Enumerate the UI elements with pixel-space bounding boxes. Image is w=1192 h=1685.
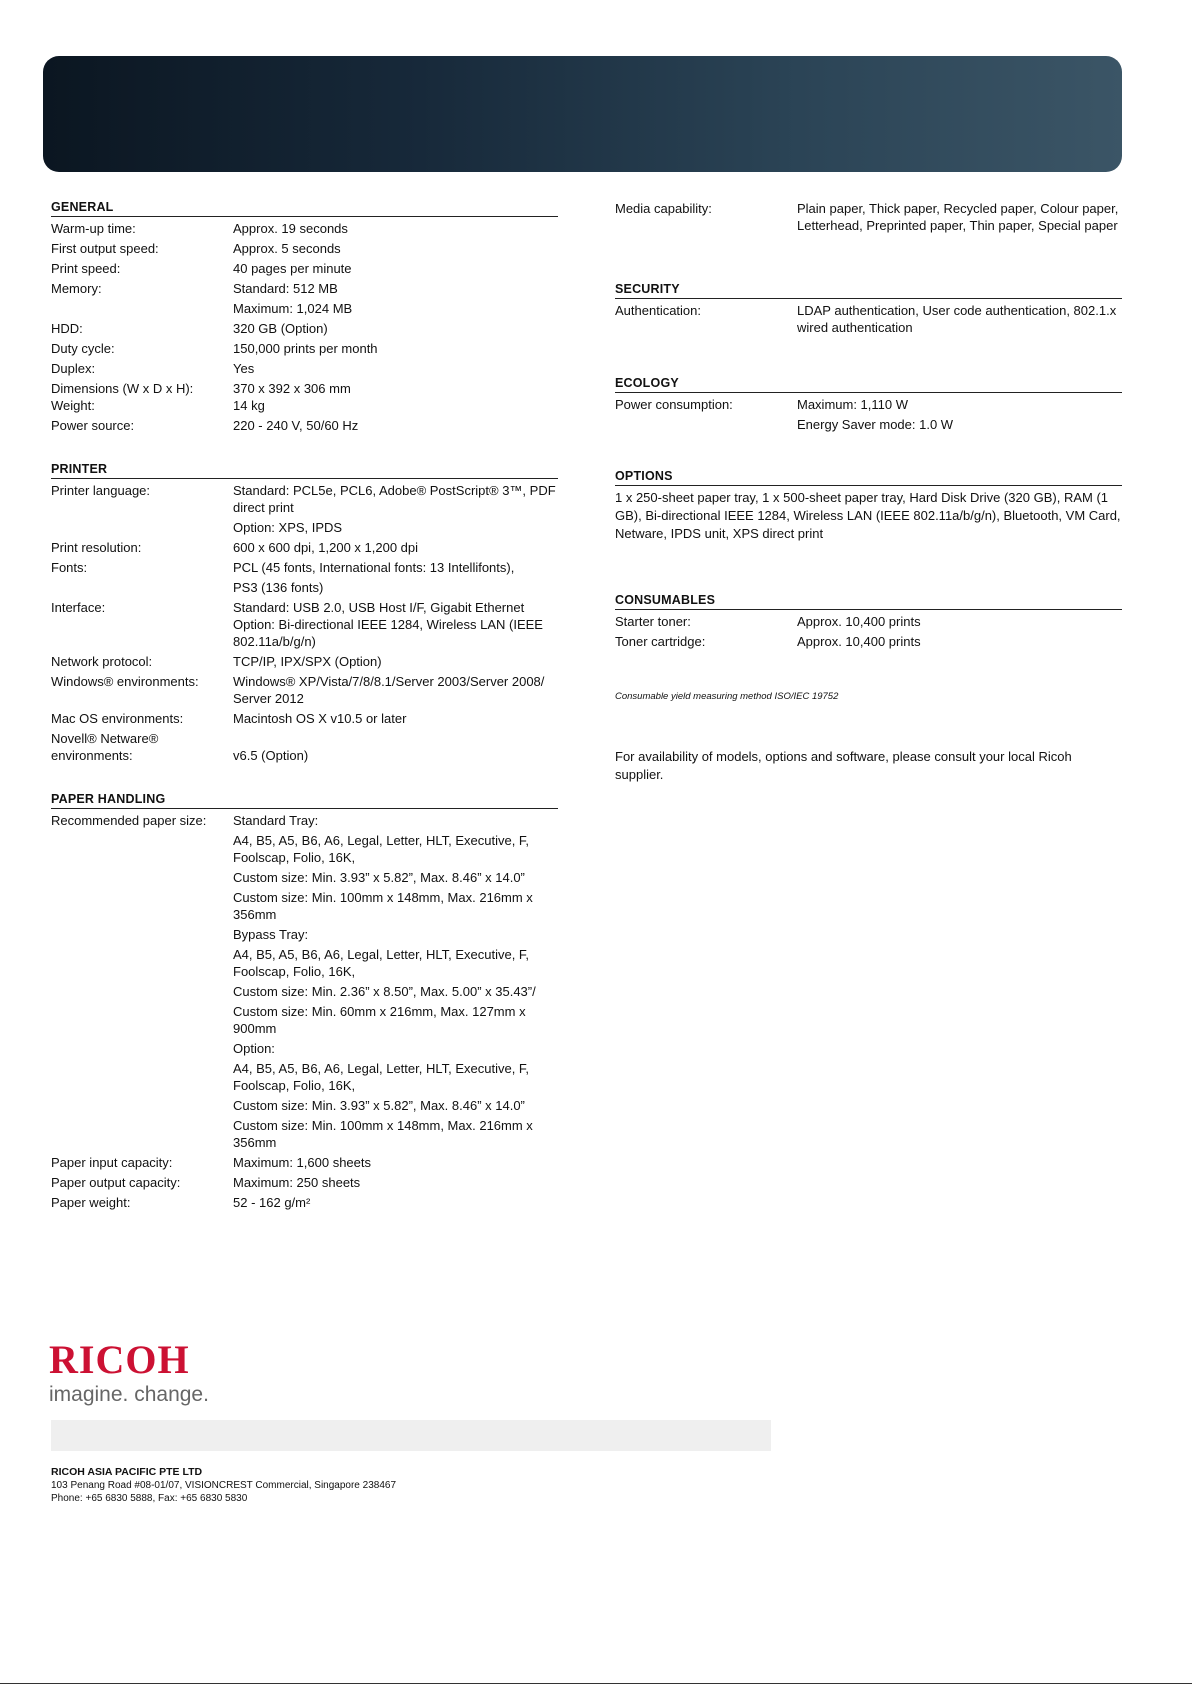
logo-tagline: imagine. change. bbox=[49, 1383, 209, 1406]
spec-row bbox=[615, 396, 1122, 433]
spec-label: Printer language: bbox=[51, 483, 151, 498]
spec-label: Print speed: bbox=[51, 261, 121, 276]
spec-value: v6.5 (Option) bbox=[233, 748, 309, 763]
spec-value: 220 - 240 V, 50/60 Hz bbox=[233, 418, 359, 433]
spec-value: Macintosh OS X v10.5 or later bbox=[233, 711, 407, 726]
spec-value: Plain paper, Thick paper, Recycled paper, Colour paper, Letterhead, Preprinted paper, Thin paper, Special paper bbox=[797, 201, 1119, 233]
spec-label: Starter toner: bbox=[615, 614, 691, 629]
spec-label: Paper input capacity: bbox=[51, 1155, 173, 1170]
spec-row bbox=[51, 360, 558, 377]
spec-row bbox=[51, 673, 558, 707]
spec-row bbox=[51, 1154, 558, 1171]
spec-label: Media capability: bbox=[615, 201, 712, 216]
spec-row bbox=[51, 380, 558, 397]
company-address bbox=[51, 1466, 396, 1505]
spec-value: Yes bbox=[233, 361, 255, 376]
address-line: 103 Penang Road #08-01/07, VISIONCREST Commercial, Singapore 238467 bbox=[51, 1480, 397, 1491]
availability-text: For availability of models, options and software, please consult your local Ricoh supplier. bbox=[615, 749, 1072, 782]
header-banner bbox=[43, 56, 1122, 172]
spec-value: Standard: USB 2.0, USB Host I/F, Gigabit Ethernet Option: Bi-directional IEEE 1284, Wireless LAN (IEEE 802.11a/b/g/n) bbox=[233, 600, 543, 649]
spec-label: Memory: bbox=[51, 281, 102, 296]
spec-value: Custom size: Min. 100mm x 148mm, Max. 216mm x 356mm bbox=[233, 1118, 533, 1150]
spec-value: A4, B5, A5, B6, A6, Legal, Letter, HLT, Executive, F, Foolscap, Folio, 16K, bbox=[233, 1061, 530, 1093]
spec-value: 52 - 162 g/m² bbox=[233, 1195, 311, 1210]
spec-value: Standard: 512 MB bbox=[233, 281, 338, 296]
section-heading: PAPER HANDLING bbox=[51, 792, 558, 809]
right-column bbox=[615, 200, 1122, 784]
spec-value: Custom size: Min. 3.93” x 5.82”, Max. 8.46” x 14.0” bbox=[233, 1098, 525, 1113]
spec-value: A4, B5, A5, B6, A6, Legal, Letter, HLT, Executive, F, Foolscap, Folio, 16K, bbox=[233, 947, 530, 979]
spec-value: TCP/IP, IPX/SPX (Option) bbox=[233, 654, 382, 669]
section-heading: SECURITY bbox=[615, 282, 1122, 299]
general-section bbox=[51, 200, 558, 434]
spec-value: Custom size: Min. 100mm x 148mm, Max. 216mm x 356mm bbox=[233, 890, 533, 922]
media-capability-row bbox=[615, 200, 1122, 234]
printer-section bbox=[51, 462, 558, 764]
section-heading: PRINTER bbox=[51, 462, 558, 479]
company-name: RICOH ASIA PACIFIC PTE LTD bbox=[51, 1466, 203, 1478]
spec-label: Power consumption: bbox=[615, 397, 733, 412]
spec-label: Warm-up time: bbox=[51, 221, 136, 236]
spec-value: Custom size: Min. 3.93” x 5.82”, Max. 8.46” x 14.0” bbox=[233, 870, 525, 885]
spec-value: 370 x 392 x 306 mm bbox=[233, 381, 351, 396]
spec-row bbox=[51, 320, 558, 337]
spec-row bbox=[51, 730, 558, 764]
options-text: 1 x 250-sheet paper tray, 1 x 500-sheet paper tray, Hard Disk Drive (320 GB), RAM (1 GB), Bi-directional IEEE 1284, Wireless LAN (IEEE 802.11a/b/g/n), Bluetooth, VM Card, Netware, IPDS unit, XPS direct print bbox=[615, 490, 1121, 541]
security-section bbox=[615, 282, 1122, 336]
spec-value: 150,000 prints per month bbox=[233, 341, 378, 356]
spec-row bbox=[615, 633, 1122, 650]
spec-row bbox=[51, 653, 558, 670]
paper-handling-section bbox=[51, 792, 558, 1211]
spec-label: Power source: bbox=[51, 418, 135, 433]
left-column bbox=[51, 200, 558, 1214]
spec-row bbox=[51, 417, 558, 434]
spec-label: Weight: bbox=[51, 398, 95, 413]
section-heading: CONSUMABLES bbox=[615, 593, 1122, 610]
spec-label: Mac OS environments: bbox=[51, 711, 184, 726]
ecology-section bbox=[615, 376, 1122, 433]
spec-row bbox=[51, 599, 558, 650]
spec-row bbox=[615, 302, 1122, 336]
spec-label: First output speed: bbox=[51, 241, 159, 256]
spec-value: 600 x 600 dpi, 1,200 x 1,200 dpi bbox=[233, 540, 419, 555]
phone-line: Phone: +65 6830 5888, Fax: +65 6830 5830 bbox=[51, 1493, 248, 1504]
spec-value: Custom size: Min. 60mm x 216mm, Max. 127mm x 900mm bbox=[233, 1004, 526, 1036]
spec-label: Paper output capacity: bbox=[51, 1175, 181, 1190]
spec-label: Dimensions (W x D x H): bbox=[51, 381, 194, 396]
spec-value: Energy Saver mode: 1.0 W bbox=[797, 417, 954, 432]
spec-label: Paper weight: bbox=[51, 1195, 131, 1210]
spec-row bbox=[51, 280, 558, 317]
spec-value: Approx. 10,400 prints bbox=[797, 634, 921, 649]
spec-value: 14 kg bbox=[233, 398, 265, 413]
spec-label: Duplex: bbox=[51, 361, 96, 376]
spec-value: Maximum: 1,024 MB bbox=[233, 301, 353, 316]
spec-label: HDD: bbox=[51, 321, 83, 336]
spec-label: Novell® Netware® environments: bbox=[51, 731, 159, 763]
spec-value: Option: XPS, IPDS bbox=[233, 520, 343, 535]
spec-row bbox=[51, 1174, 558, 1191]
spec-value: PS3 (136 fonts) bbox=[233, 580, 324, 595]
spec-row bbox=[51, 559, 558, 596]
spec-value: Maximum: 1,600 sheets bbox=[233, 1155, 372, 1170]
spec-label: Duty cycle: bbox=[51, 341, 115, 356]
spec-label: Interface: bbox=[51, 600, 106, 615]
spec-value: Standard Tray: bbox=[233, 813, 319, 828]
ricoh-logo bbox=[49, 1337, 209, 1408]
spec-value: Maximum: 1,110 W bbox=[797, 397, 909, 412]
spec-value: Bypass Tray: bbox=[233, 927, 309, 942]
spec-row bbox=[51, 1194, 558, 1211]
options-section bbox=[615, 469, 1122, 543]
spec-value: 320 GB (Option) bbox=[233, 321, 328, 336]
spec-value: Standard: PCL5e, PCL6, Adobe® PostScript® 3™, PDF direct print bbox=[233, 483, 556, 515]
spec-value: Approx. 5 seconds bbox=[233, 241, 341, 256]
spec-value: Approx. 19 seconds bbox=[233, 221, 348, 236]
spec-label: Fonts: bbox=[51, 560, 88, 575]
spec-value: LDAP authentication, User code authentication, 802.1.x wired authentication bbox=[797, 303, 1117, 335]
spec-label: Print resolution: bbox=[51, 540, 142, 555]
spec-row bbox=[51, 397, 558, 414]
spec-row bbox=[615, 613, 1122, 630]
spec-row bbox=[51, 710, 558, 727]
spec-value: PCL (45 fonts, International fonts: 13 Intellifonts), bbox=[233, 560, 515, 575]
spec-row bbox=[51, 240, 558, 257]
bottom-rule bbox=[0, 1683, 1192, 1684]
consumables-section bbox=[615, 593, 1122, 650]
spec-label: Authentication: bbox=[615, 303, 702, 318]
spec-row bbox=[51, 340, 558, 357]
spec-label: Windows® environments: bbox=[51, 674, 199, 689]
spec-value: Option: bbox=[233, 1041, 275, 1056]
spec-row bbox=[51, 260, 558, 277]
logo-wordmark: RICOH bbox=[49, 1337, 190, 1382]
spec-value: A4, B5, A5, B6, A6, Legal, Letter, HLT, Executive, F, Foolscap, Folio, 16K, bbox=[233, 833, 530, 865]
spec-label: Toner cartridge: bbox=[615, 634, 706, 649]
spec-value: 40 pages per minute bbox=[233, 261, 352, 276]
section-heading: GENERAL bbox=[51, 200, 558, 217]
yield-note: Consumable yield measuring method ISO/IEC 19752 bbox=[615, 691, 839, 702]
spec-value: Custom size: Min. 2.36” x 8.50”, Max. 5.00” x 35.43”/ bbox=[233, 984, 536, 999]
spec-value: Approx. 10,400 prints bbox=[797, 614, 921, 629]
footer-band bbox=[51, 1420, 771, 1451]
spec-row bbox=[51, 539, 558, 556]
section-heading: ECOLOGY bbox=[615, 376, 1122, 393]
section-heading: OPTIONS bbox=[615, 469, 1122, 486]
spec-value: Maximum: 250 sheets bbox=[233, 1175, 361, 1190]
spec-value: Windows® XP/Vista/7/8/8.1/Server 2003/Server 2008/ Server 2012 bbox=[233, 674, 545, 706]
spec-row bbox=[51, 812, 558, 1151]
spec-label: Network protocol: bbox=[51, 654, 153, 669]
spec-row bbox=[51, 482, 558, 536]
spec-label: Recommended paper size: bbox=[51, 813, 207, 828]
spec-row bbox=[51, 220, 558, 237]
